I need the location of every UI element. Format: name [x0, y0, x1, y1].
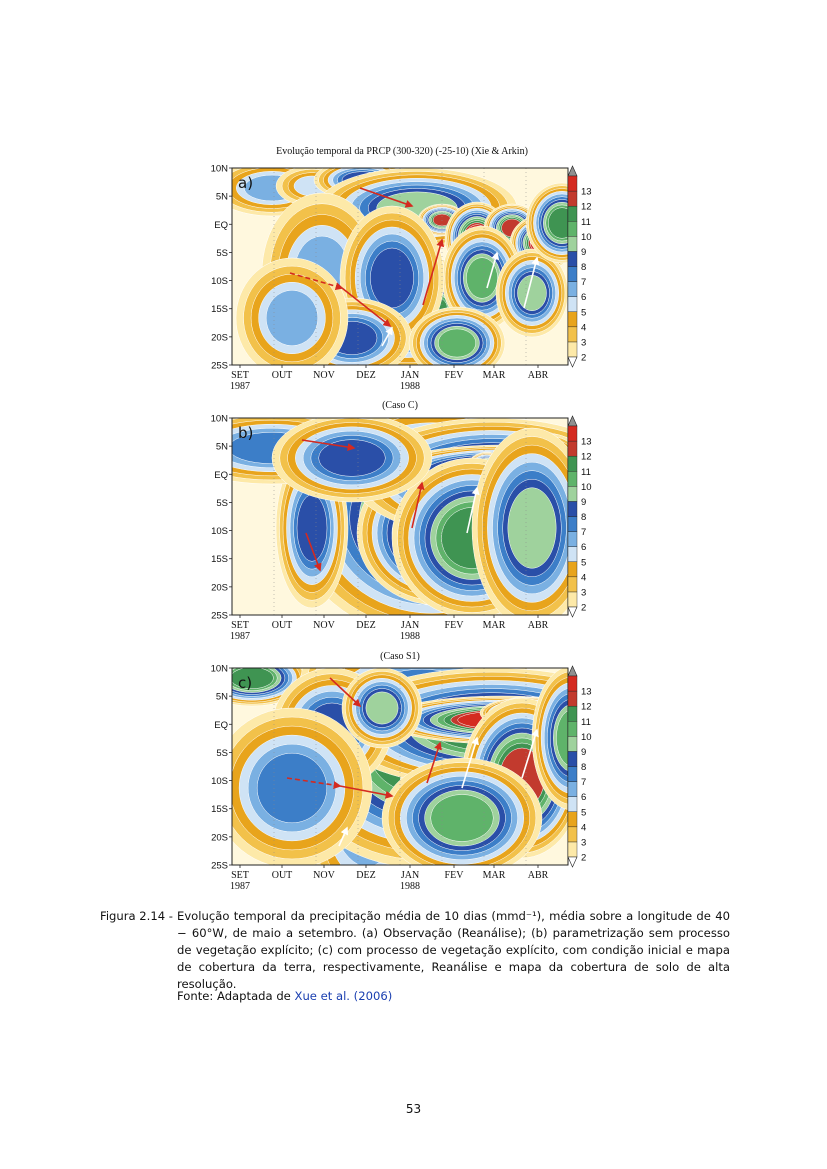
colorbar-segment [568, 251, 577, 266]
colorbar-bottom-triangle [568, 607, 577, 617]
contour-region [257, 753, 327, 823]
contour-region [518, 275, 547, 310]
colorbar-segment [568, 797, 577, 812]
colorbar-segment [568, 532, 577, 547]
colorbar-label: 4 [581, 572, 587, 584]
x-year-label: 1987 [230, 881, 250, 892]
panel-b [200, 410, 620, 650]
contour-region [438, 329, 476, 357]
x-tick-label: ABR [527, 620, 549, 631]
colorbar-segment [568, 471, 577, 486]
x-tick-label: FEV [444, 370, 464, 381]
colorbar-segment [568, 827, 577, 842]
x-tick-label: NOV [313, 370, 335, 381]
y-tick-label: 20S [211, 332, 228, 344]
y-tick-label: 10S [211, 526, 228, 538]
colorbar-label: 8 [581, 512, 587, 523]
colorbar-segment [568, 342, 577, 357]
colorbar-label: 6 [581, 292, 587, 304]
panel-letter: b) [238, 424, 254, 442]
page-number: 53 [405, 1102, 422, 1116]
x-tick-label: DEZ [356, 620, 376, 631]
y-tick-label: 20S [211, 832, 228, 844]
contour-region [370, 248, 413, 308]
colorbar-segment [568, 327, 577, 342]
x-year-label: 1987 [230, 631, 250, 642]
x-tick-label: ABR [527, 870, 549, 881]
colorbar-label: 11 [581, 466, 591, 478]
x-tick-label: JAN [400, 620, 420, 631]
colorbar-label: 11 [581, 716, 591, 728]
colorbar-top-triangle [568, 666, 577, 676]
colorbar-label: 12 [581, 201, 592, 213]
figure-caption [100, 908, 730, 993]
colorbar-segment [568, 562, 577, 577]
y-tick-label: 10S [211, 276, 228, 288]
colorbar-label: 10 [581, 481, 592, 493]
colorbar-segment [568, 842, 577, 857]
y-tick-label: 10S [211, 776, 228, 788]
colorbar-label: 8 [581, 262, 587, 273]
colorbar-segment [568, 706, 577, 721]
y-tick-label: 25S [211, 360, 228, 372]
panel-letter: c) [238, 674, 253, 692]
y-tick-label: 5S [216, 497, 228, 509]
colorbar-segment [568, 441, 577, 456]
y-tick-label: EQ [214, 219, 228, 231]
y-tick-label: 5S [216, 747, 228, 759]
colorbar-label: 4 [581, 822, 587, 834]
colorbar-segment [568, 676, 577, 691]
x-tick-label: MAR [482, 870, 506, 881]
contour-region [466, 258, 497, 299]
colorbar-segment [568, 592, 577, 607]
x-tick-label: DEZ [356, 370, 376, 381]
caption-text: Evolução temporal da precipitação média de 10 dias (mmd⁻¹), média sobre a longitude de 40 − 60°W, de maio a setembro. (a) Observação (Reanálise); (b) parametrização sem processo de vegetação explícito; (c) com processo de vegetação explícito, com condição inicial e mapa de cobertura da terra, respectivamente, Reanálise e mapa da cobertura de solo de alta resolução. [177, 909, 730, 991]
panel-c-svg [200, 660, 620, 900]
panel-letter: a) [238, 174, 254, 192]
colorbar-segment [568, 782, 577, 797]
colorbar-segment [568, 456, 577, 471]
colorbar-segment [568, 297, 577, 312]
x-tick-label: SET [231, 870, 249, 881]
x-tick-label: ABR [527, 370, 549, 381]
y-tick-label: 10N [210, 163, 228, 175]
contour-region [266, 290, 318, 345]
colorbar-label: 4 [581, 322, 587, 334]
contour-region [297, 495, 327, 562]
x-tick-label: MAR [482, 620, 506, 631]
colorbar-label: 9 [581, 746, 587, 758]
colorbar-segment [568, 517, 577, 532]
colorbar-label: 2 [581, 352, 587, 364]
x-tick-label: JAN [400, 870, 420, 881]
panel-c [200, 660, 620, 900]
y-tick-label: 15S [211, 804, 228, 816]
colorbar-segment [568, 767, 577, 782]
colorbar-segment [568, 267, 577, 282]
case-label-c: (Caso S1) [380, 651, 420, 662]
colorbar-segment [568, 501, 577, 516]
x-tick-label: OUT [271, 870, 293, 881]
caption-label: Figura 2.14 - [100, 909, 173, 923]
case-label-b: (Caso C) [382, 400, 418, 411]
figure-source [177, 989, 392, 1003]
y-tick-label: 10N [210, 413, 228, 425]
colorbar-label: 11 [581, 216, 591, 228]
colorbar-label: 10 [581, 231, 592, 243]
contour-region [319, 440, 386, 477]
colorbar-bottom-triangle [568, 857, 577, 867]
colorbar-segment [568, 812, 577, 827]
x-tick-label: NOV [313, 870, 335, 881]
colorbar-label: 7 [581, 527, 587, 539]
colorbar-segment [568, 282, 577, 297]
colorbar-segment [568, 312, 577, 327]
x-tick-label: FEV [444, 870, 464, 881]
x-year-label: 1988 [400, 381, 420, 392]
colorbar-top-triangle [568, 416, 577, 426]
x-tick-label: FEV [444, 620, 464, 631]
colorbar-segment [568, 486, 577, 501]
y-tick-label: 5N [215, 691, 228, 703]
colorbar-label: 6 [581, 542, 587, 554]
colorbar-label: 9 [581, 246, 587, 258]
colorbar-segment [568, 191, 577, 206]
x-year-label: 1988 [400, 881, 420, 892]
colorbar-label: 9 [581, 496, 587, 508]
y-tick-label: 15S [211, 554, 228, 566]
source-prefix: Fonte: Adaptada de [177, 989, 291, 1003]
y-tick-label: EQ [214, 469, 228, 481]
colorbar-segment [568, 751, 577, 766]
colorbar-segment [568, 721, 577, 736]
contour-region [508, 488, 556, 568]
y-tick-label: 5N [215, 441, 228, 453]
colorbar-segment [568, 221, 577, 236]
colorbar-segment [568, 206, 577, 221]
panel-b-svg [200, 410, 620, 650]
colorbar-segment [568, 426, 577, 441]
colorbar-label: 7 [581, 777, 587, 789]
x-tick-label: SET [231, 370, 249, 381]
colorbar-segment [568, 547, 577, 562]
source-link[interactable]: Xue et al. (2006) [294, 989, 393, 1003]
colorbar-label: 13 [581, 186, 592, 198]
colorbar-label: 8 [581, 762, 587, 773]
colorbar-label: 5 [581, 307, 587, 319]
x-tick-label: SET [231, 620, 249, 631]
colorbar-label: 2 [581, 852, 587, 864]
colorbar-label: 13 [581, 436, 592, 448]
y-tick-label: 20S [211, 582, 228, 594]
colorbar-label: 12 [581, 451, 592, 463]
y-tick-label: 25S [211, 860, 228, 872]
colorbar-label: 6 [581, 792, 587, 804]
x-year-label: 1987 [230, 381, 250, 392]
colorbar-label: 5 [581, 557, 587, 569]
x-tick-label: JAN [400, 370, 420, 381]
colorbar-label: 3 [581, 837, 587, 849]
x-tick-label: MAR [482, 370, 506, 381]
x-year-label: 1988 [400, 631, 420, 642]
colorbar-bottom-triangle [568, 357, 577, 367]
colorbar-label: 10 [581, 731, 592, 743]
colorbar-segment [568, 236, 577, 251]
y-tick-label: 15S [211, 304, 228, 316]
colorbar-segment [568, 736, 577, 751]
colorbar-label: 2 [581, 602, 587, 614]
panel-a-svg [200, 160, 620, 400]
panel-a [200, 160, 620, 400]
contour-region [366, 692, 398, 724]
colorbar-segment [568, 577, 577, 592]
colorbar-label: 7 [581, 277, 587, 289]
colorbar-top-triangle [568, 166, 577, 176]
colorbar-label: 3 [581, 337, 587, 349]
contour-region [431, 795, 494, 842]
y-tick-label: EQ [214, 719, 228, 731]
figure-title: Evolução temporal da PRCP (300-320) (-25-10) (Xie & Arkin) [276, 146, 528, 157]
colorbar-label: 12 [581, 701, 592, 713]
x-tick-label: OUT [271, 620, 293, 631]
y-tick-label: 10N [210, 663, 228, 675]
colorbar-label: 5 [581, 807, 587, 819]
colorbar-label: 13 [581, 686, 592, 698]
y-tick-label: 5N [215, 191, 228, 203]
colorbar-label: 3 [581, 587, 587, 599]
x-tick-label: OUT [271, 370, 293, 381]
colorbar-segment [568, 176, 577, 191]
x-tick-label: DEZ [356, 870, 376, 881]
y-tick-label: 25S [211, 610, 228, 622]
colorbar-segment [568, 691, 577, 706]
y-tick-label: 5S [216, 247, 228, 259]
x-tick-label: NOV [313, 620, 335, 631]
